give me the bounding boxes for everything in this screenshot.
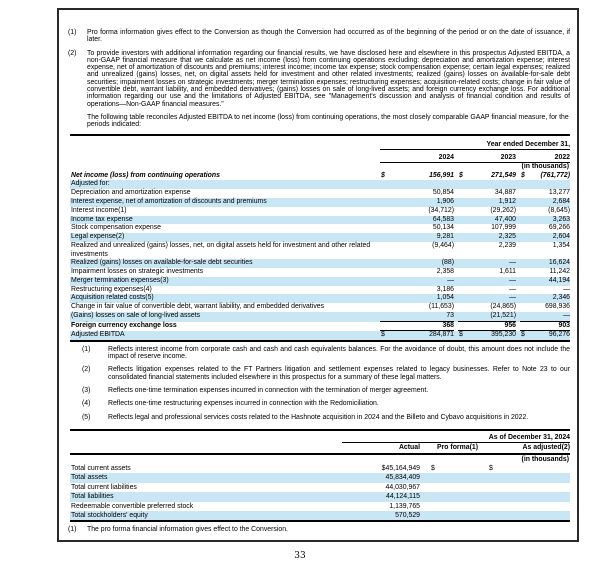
cell-actual: 45,834,409 [385, 474, 420, 482]
cell-proforma [430, 464, 478, 473]
table-row [70, 224, 570, 233]
period-header: Year ended December 31, [486, 140, 570, 148]
cell-2022: 16,624 [548, 259, 570, 267]
cell-2023: — [509, 276, 516, 284]
row-label: Change in fair value of convertible debt, warrant liability, and embedded derivatives [71, 303, 325, 311]
cell-2022: 2,604 [552, 233, 570, 241]
table-row [70, 492, 570, 501]
footnote-text: Pro forma information gives effect to the Conversion as though the Conversion had occurred as of the beginning of the period or on the date of issuance, if later. [87, 29, 570, 44]
cell-2024: 50,134 [432, 224, 454, 232]
footnote-text: Reflects legal and professional services costs related to the Hashnote acquisition in 2024 and the Billeto and Cybavo acquisitions in 2022. [108, 413, 529, 421]
dollar-sign: $ [431, 464, 435, 472]
footnote-number: (2) [68, 49, 77, 57]
cell-2023: 47,400 [494, 215, 516, 223]
dollar-sign: $ [459, 331, 463, 339]
column-header-2023: 2023 [500, 154, 516, 162]
balance-summary-table [70, 429, 570, 522]
row-label: Total liabilities [71, 493, 114, 501]
cell-2022: 2,684 [552, 197, 570, 205]
table-row [70, 473, 570, 482]
year-column-headers [380, 153, 570, 162]
cell-2022: — [563, 285, 570, 293]
ebitda-table-body [70, 172, 570, 340]
row-label: Adjusted EBITDA [71, 331, 125, 339]
cell-2022: $ (761,772) [521, 171, 570, 179]
cell-actual: 1,139,765 [389, 502, 420, 510]
asof-header: As of December 31, 2024 [488, 433, 570, 441]
cell-2024: (9,464) [432, 241, 454, 249]
table-row [70, 268, 570, 277]
ebitda-table-footnotes [82, 346, 570, 421]
table-row [70, 331, 570, 340]
cell-2022: 69,266 [548, 224, 570, 232]
table-row [70, 242, 570, 259]
table-row [70, 172, 570, 181]
cell-2022: 3,263 [552, 215, 570, 223]
table-row [70, 277, 570, 286]
footnote [82, 400, 570, 407]
row-label: Total stockholders' equity [71, 511, 148, 519]
table-row [70, 312, 570, 322]
row-label: Interest income(1) [71, 206, 127, 214]
table-row [70, 259, 570, 268]
row-label: Net income (loss) from continuing operations [71, 171, 220, 179]
row-label: Total current liabilities [71, 483, 137, 491]
cell-2024: 3,186 [436, 285, 454, 293]
row-label: Foreign currency exchange loss [71, 321, 177, 329]
cell-actual: 570,529 [395, 511, 420, 519]
footnote [68, 540, 570, 542]
footnote [82, 346, 570, 361]
cell-2024: (34,712) [428, 206, 454, 214]
cell-actual: 44,030,967 [385, 483, 420, 491]
footnote-text [87, 540, 570, 542]
cell-2023: — [509, 294, 516, 302]
table-row [70, 233, 570, 242]
row-label: Restructuring expenses(4) [71, 285, 152, 293]
row-label: Realized and unrealized (gains) losses, net, on digital assets held for investment and other related investments [71, 241, 371, 258]
cell-2023: (24,865) [490, 303, 516, 311]
cell-2024: (88) [441, 259, 454, 267]
cell-2024: 1,906 [436, 197, 454, 205]
dollar-sign: $ [521, 331, 525, 339]
cell-2022: 1,354 [552, 241, 570, 249]
cell-2024: 73 [380, 312, 454, 322]
dollar-sign: $ [459, 171, 463, 179]
dollar-sign: $ [521, 171, 525, 179]
row-label: Merger termination expenses(3) [71, 276, 169, 284]
table-row [70, 198, 570, 207]
column-header-actual: Actual [398, 444, 420, 452]
cell-2022: (8,645) [548, 206, 570, 214]
row-label: Adjusted for: [71, 180, 110, 188]
dollar-sign: $ [381, 331, 385, 339]
table-row [70, 303, 570, 312]
cell-2023: 2,325 [498, 233, 516, 241]
balance-table-body [70, 464, 570, 520]
cell-2024: 9,281 [436, 233, 454, 241]
cell-2022: 698,936 [545, 303, 570, 311]
cell-actual: $45,164,949 [381, 464, 420, 472]
cell-2022: 903 [520, 322, 570, 332]
units-label: (in thousands) [521, 163, 569, 171]
cell-2022: $ 96,276 [521, 331, 570, 339]
row-label: Total current assets [71, 464, 131, 472]
cell-2023: (29,262) [490, 206, 516, 214]
table-row [70, 511, 570, 520]
top-footnotes [68, 29, 570, 108]
footnote [82, 387, 570, 394]
row-label: Depreciation and amortization expense [71, 189, 191, 197]
cell-2024: 1,054 [436, 294, 454, 302]
column-header-proforma: Pro forma(1) [437, 444, 478, 452]
cell-2024: — [447, 276, 454, 284]
row-label: Acquisition related costs(5) [71, 294, 154, 302]
row-label: Impairment losses on strategic investments [71, 267, 204, 275]
cell-2023: 1,611 [499, 267, 516, 275]
cell-2023: 2,239 [498, 241, 516, 249]
cell-2022: 13,277 [548, 189, 570, 197]
row-label: Income tax expense [71, 215, 133, 223]
cell-2023: (21,521) [458, 312, 516, 322]
cell-2023: $ 271,549 [459, 171, 516, 179]
row-label: Redeemable convertible preferred stock [71, 502, 194, 510]
cell-2024: 368 [380, 322, 454, 332]
footnote-number: (5) [82, 413, 91, 421]
column-header-2024: 2024 [438, 154, 454, 162]
cell-2024: (11,653) [428, 303, 454, 311]
page-frame [57, 8, 579, 542]
footnote [82, 414, 570, 421]
table-row [70, 189, 570, 198]
cell-2022: 11,242 [549, 267, 570, 275]
units-label: (in thousands) [521, 455, 569, 463]
footnote-text: Reflects litigation expenses related to the FT Partners litigation and settlement expenses related to legacy businesses. Refer to Note 23 to our consolidated financial statements included elsewhere in this prospectus for a summary of these legal matters. [108, 366, 570, 381]
footnote-number [68, 540, 87, 542]
cell-2022: 44,194 [548, 276, 570, 284]
table-row [70, 207, 570, 216]
dollar-sign: $ [489, 464, 493, 472]
dollar-sign: $ [381, 171, 385, 179]
asof-header-underline [342, 434, 570, 444]
cell-2023: $ 395,230 [459, 331, 516, 339]
cell-2022: 2,346 [552, 294, 570, 302]
cell-2024: $ 284,871 [381, 331, 454, 339]
cell-2023: — [509, 285, 516, 293]
footnote-number: (1) [68, 526, 77, 534]
footnote-text: Reflects interest income from corporate cash and cash and cash equivalents balances. For the avoidance of doubt, this amount does not include the impact of reserve income. [108, 345, 570, 361]
cell-2024: 50,854 [432, 189, 454, 197]
row-label: Total assets [71, 474, 108, 482]
footnote-number: (4) [82, 400, 91, 408]
column-header-asadjusted: As adjusted(2) [522, 444, 570, 452]
cell-2022: — [520, 312, 570, 322]
footnote-text: Reflects one-time restructuring expenses incurred in connection with the Redomiciliation. [108, 400, 379, 408]
table-row [70, 286, 570, 295]
footnote-text: To provide investors with additional information regarding our financial results, we have disclosed here and elsewhere in this prospectus Adjusted EBITDA, a non-GAAP financial measure that we calculate as net income (loss) from continuing operations excluding: depreciation and amortization expense; interest expense, net of amortization of discounts and premiums; interest income; income tax expense; stock compensation expense; certain legal expenses; realized and unrealized (gains) losses, net, on digital assets held for investment and other related investments; realized (gains) losses on available-for-sale debt securities; impairment losses on strategic investments; merger termination expenses; restructuring expenses; acquisition-related costs; change in fair value of convertible debt, warrant liability, and embedded derivatives; (gains) losses on sale of long-lived assets; and foreign currency exchange loss. For additional information regarding our use and the limitations of Adjusted EBITDA, see "Management's discussion and analysis of financial condition and results of operations—Non-GAAP financial measures." [87, 49, 570, 108]
footnote-number: (1) [82, 345, 91, 353]
column-header-2022: 2022 [554, 154, 570, 162]
cell-2024: $ 156,991 [381, 171, 454, 179]
table-row [70, 180, 570, 189]
cell-actual: 44,124,115 [386, 493, 420, 501]
row-label: Legal expense(2) [71, 233, 125, 241]
footnote [82, 366, 570, 381]
row-label: (Gains) losses on sale of long-lived assets [71, 311, 201, 319]
table-row [70, 294, 570, 303]
cell-2023: 34,887 [494, 189, 516, 197]
footnote [68, 50, 570, 108]
footnote [68, 526, 570, 533]
cell-2024: 64,583 [432, 215, 454, 223]
period-header-underline [380, 141, 570, 151]
footnote-text: The pro forma financial information gives effect to the Conversion. [87, 526, 288, 534]
balance-column-headers [70, 443, 570, 455]
row-label: Stock compensation expense [71, 224, 162, 232]
year-columns-underline [380, 153, 570, 163]
table-row [70, 502, 570, 511]
row-label: Interest expense, net of amortization of discounts and premiums [71, 197, 267, 205]
table-row [70, 483, 570, 492]
table-intro-text: The following table reconciles Adjusted EBITDA to net income (loss) from continuing operations, the most closely comparable GAAP financial measure, for the periods indicated: [87, 113, 569, 129]
cell-2024: 2,358 [436, 267, 454, 275]
footnote-text: Reflects one-time termination expenses incurred in connection with the termination of merger agreement. [108, 387, 429, 395]
footnote-number: (1) [68, 29, 77, 36]
cell-2023: — [509, 259, 516, 267]
footnote [68, 29, 570, 44]
page-number: 33 [294, 551, 306, 561]
bottom-footnotes [68, 526, 570, 542]
footnote-number: (3) [82, 387, 91, 395]
table-row [70, 464, 570, 473]
cell-asadjusted [488, 464, 570, 473]
cell-2023: 956 [458, 322, 516, 332]
footnote-number: (2) [82, 366, 91, 374]
table-row [70, 216, 570, 225]
cell-2023: 1,912 [498, 197, 516, 205]
cell-2023: 107,999 [491, 224, 516, 232]
row-label: Realized (gains) losses on available-for-sale debt securities [71, 259, 253, 267]
table-row [70, 322, 570, 332]
ebitda-reconciliation-table [70, 134, 570, 342]
